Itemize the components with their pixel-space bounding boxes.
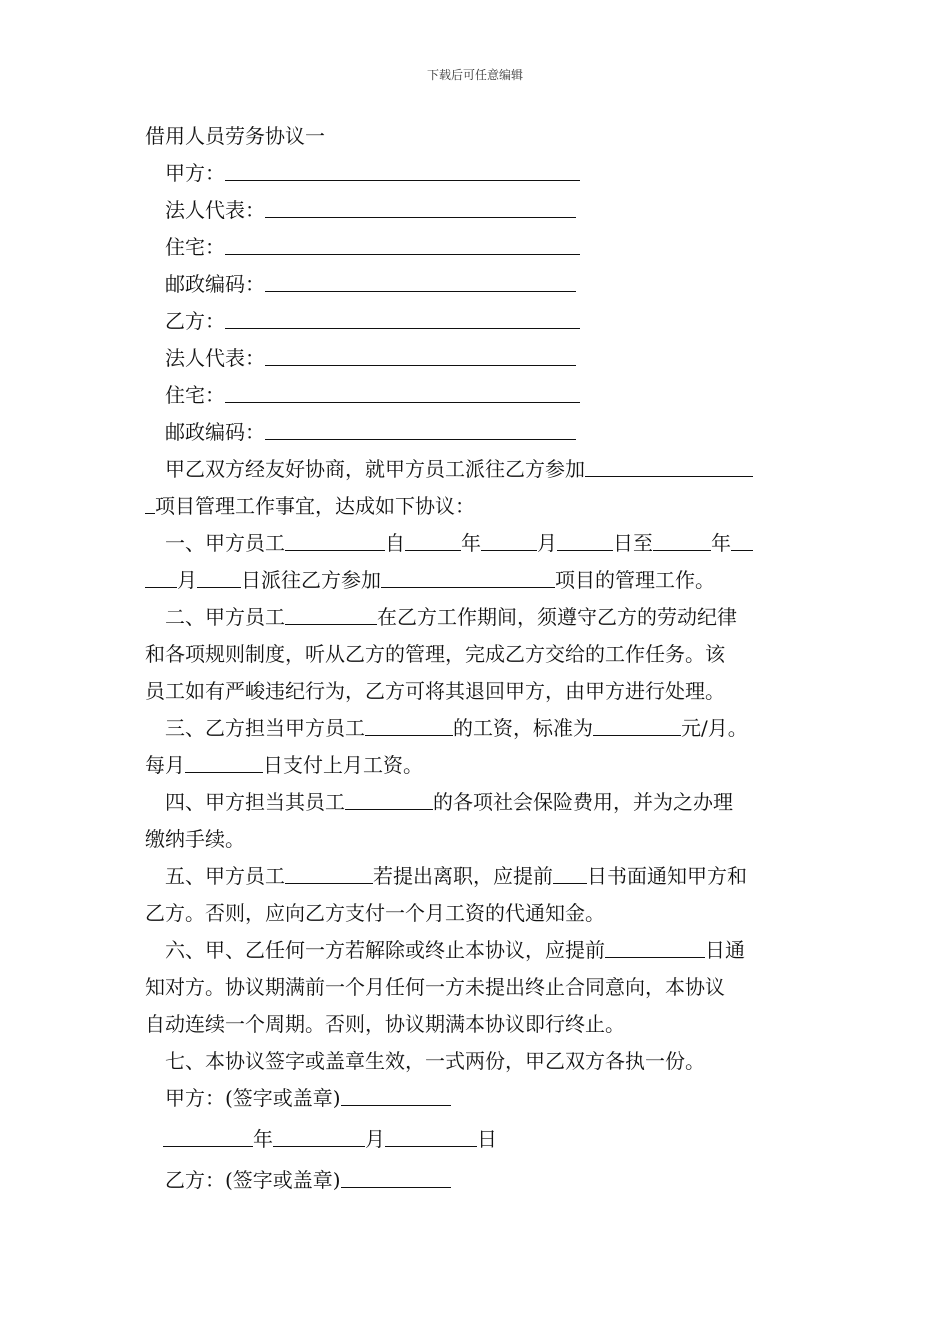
field-address-a [145,229,815,266]
clause-text: 每月 [145,753,185,777]
blank [365,713,453,736]
clause-1-line-1 [145,525,815,562]
field-postcode-b [145,414,815,451]
blank [225,380,580,403]
field-label: 法人代表： [165,346,265,370]
clause-2-line-3: 员工如有严峻违纪行为，乙方可将其退回甲方，由甲方进行处理。 [145,679,725,703]
blank [265,343,576,366]
clause-2-line-1 [145,599,815,636]
blank [405,528,461,551]
date-blank [163,1124,253,1147]
blank [145,491,155,514]
blank [553,861,587,884]
page-header: 下载后可任意编辑 [426,68,523,82]
blank [265,417,576,440]
clause-text: 月 [177,568,197,592]
intro-line-2 [145,488,815,525]
clause-2-line-2: 和各项规则制度，听从乙方的管理，完成乙方交给的工作任务。该 [145,642,725,666]
clause-6-line-2: 知对方。协议期满前一个月任何一方未提出终止合同意向，本协议 [145,975,725,999]
blank [225,158,580,181]
intro-text: 甲乙双方经友好协商，就甲方员工派往乙方参加 [165,457,585,481]
clause-text: 的各项社会保险费用，并为之办理 [433,790,733,814]
intro-line-1 [145,451,815,488]
clause-text: 年 [711,531,731,555]
blank [265,195,576,218]
clause-1-line-2 [145,562,815,599]
clause-text: 年 [461,531,481,555]
blank [285,602,377,625]
signature-party-b [145,1162,815,1199]
clause-4-line-1 [145,784,815,821]
date-blank [273,1124,365,1147]
clause-text: 日通 [705,938,745,962]
clause-text: 五、甲方员工 [165,864,285,888]
field-label: 法人代表： [165,198,265,222]
date-label: 年 [253,1127,273,1151]
field-label: 甲方： [165,161,225,185]
clause-text: 项目的管理工作。 [555,568,715,592]
clause-text: 三、乙方担当甲方员工 [165,716,365,740]
blank [593,713,681,736]
signature-party-a [145,1080,815,1117]
clause-text: 日至 [613,531,653,555]
blank [265,269,576,292]
blank [197,565,241,588]
date-label: 日 [477,1127,497,1151]
blank [653,528,711,551]
document-title: 借用人员劳务协议一 [145,124,325,148]
party-fields [145,155,815,451]
field-party-b [145,303,815,340]
field-label: 住宅： [165,383,225,407]
field-label: 邮政编码： [165,420,265,444]
field-postcode-a [145,266,815,303]
field-legal-rep-b [145,340,815,377]
clause-text: 月 [537,531,557,555]
clause-5-line-1 [145,858,815,895]
blank [381,565,555,588]
field-party-a [145,155,815,192]
blank [585,454,753,477]
clause-text: 日派往乙方参加 [241,568,381,592]
clause-text: 一、甲方员工 [165,531,285,555]
blank [481,528,537,551]
clause-text: 日书面通知甲方和 [587,864,747,888]
clause-3-line-2 [145,747,815,784]
blank [145,565,177,588]
blank [731,528,753,551]
signature-blank [341,1165,451,1188]
blank [185,750,263,773]
clause-text: 二、甲方员工 [165,605,285,629]
signature-date [145,1121,815,1158]
clause-3-line-1 [145,710,815,747]
clause-text: 在乙方工作期间，须遵守乙方的劳动纪律 [377,605,737,629]
signature-label: 乙方：(签字或盖章) [165,1168,341,1192]
clause-6-line-3: 自动连续一个周期。否则，协议期满本协议即行终止。 [145,1012,625,1036]
clause-6-line-1 [145,932,815,969]
blank [557,528,613,551]
blank [285,528,385,551]
blank [225,306,580,329]
clause-text: 四、甲方担当其员工 [165,790,345,814]
date-blank [385,1124,477,1147]
clause-text: 的工资，标准为 [453,716,593,740]
signature-label: 甲方：(签字或盖章) [165,1086,341,1110]
field-label: 邮政编码： [165,272,265,296]
clause-text: 元/月。 [681,716,748,740]
clause-text: 自 [385,531,405,555]
clause-text: 六、甲、乙任何一方若解除或终止本协议，应提前 [165,938,605,962]
clause-5-line-2: 乙方。否则，应向乙方支付一个月工资的代通知金。 [145,901,605,925]
clause-text: 日支付上月工资。 [263,753,423,777]
blank [285,861,373,884]
document-body [145,118,815,1199]
blank [345,787,433,810]
date-label: 月 [365,1127,385,1151]
clause-text: 若提出离职，应提前 [373,864,553,888]
field-address-b [145,377,815,414]
blank [605,935,705,958]
field-label: 住宅： [165,235,225,259]
signature-blank [341,1083,451,1106]
intro-text: 项目管理工作事宜，达成如下协议： [155,494,475,518]
clause-7: 七、本协议签字或盖章生效，一式两份，甲乙双方各执一份。 [165,1049,705,1073]
blank [225,232,580,255]
field-legal-rep-a [145,192,815,229]
clause-4-line-2: 缴纳手续。 [145,827,245,851]
field-label: 乙方： [165,309,225,333]
